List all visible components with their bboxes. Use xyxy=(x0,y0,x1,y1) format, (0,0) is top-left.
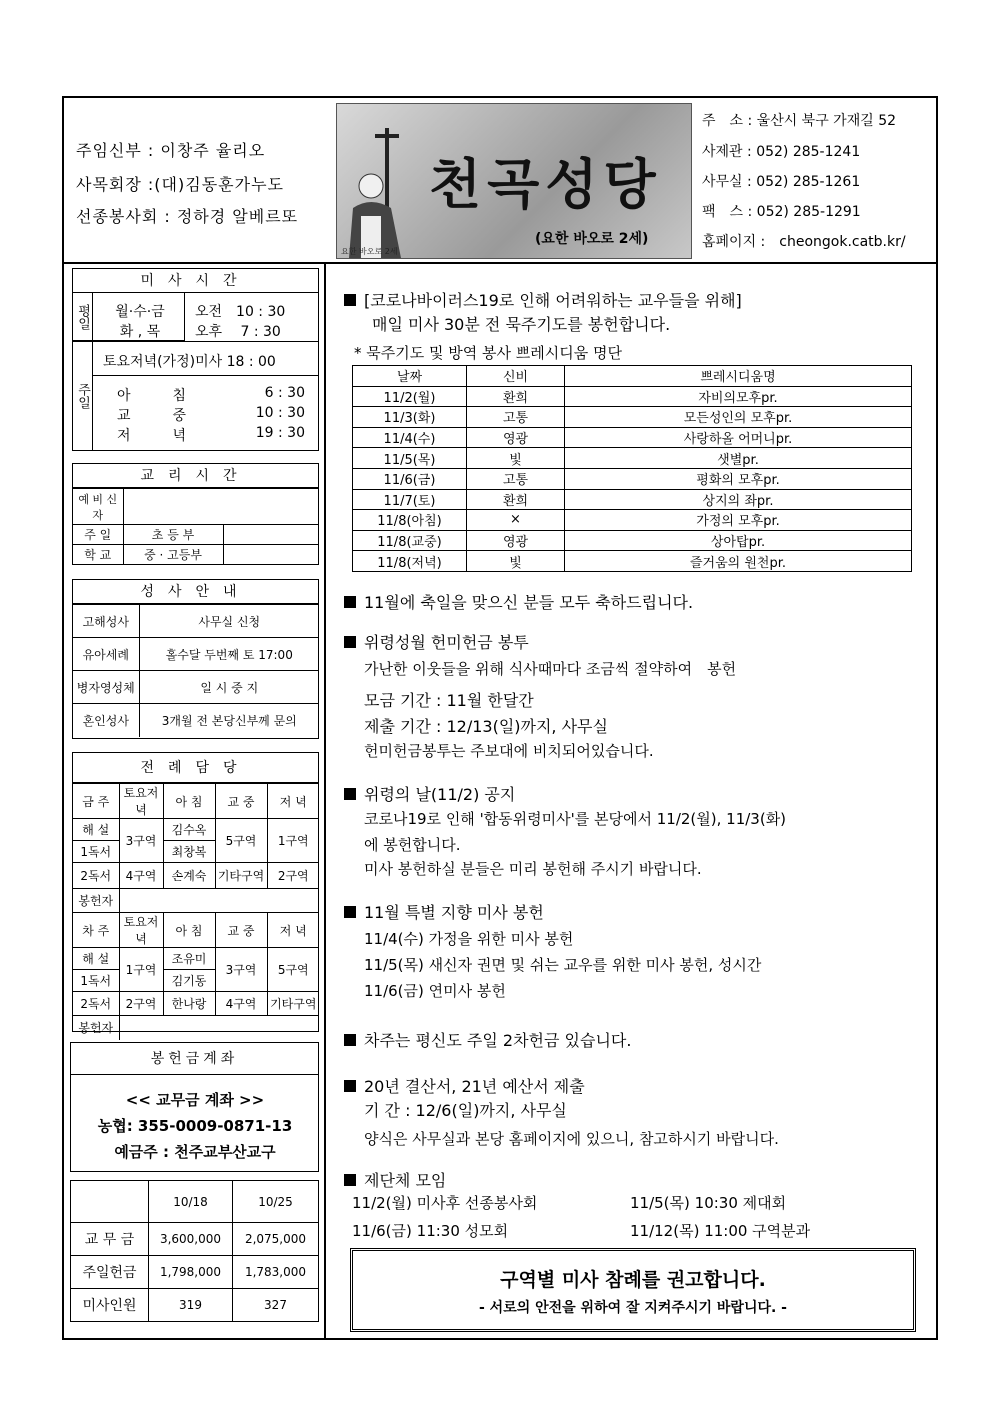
weekday-label: 평일 xyxy=(73,293,93,341)
staff-funeral: 선종봉사회 : 정하경 알베르또 xyxy=(76,207,299,226)
sacrament-table: 고해성사 사무실 신청 유아세례 홀수달 두번째 토 17:00 병자영성체 일 시 중 지 혼인성사 3개월 전 본당신부께 문의 xyxy=(73,604,319,737)
notice-allsouls-line3: 미사 봉헌하실 분들은 미리 봉헌해 주시기 바랍니다. xyxy=(364,860,702,878)
notice-feastday: 11월에 축일을 맞으신 분들 모두 축하드립니다. xyxy=(344,590,693,613)
mass-attendance-box xyxy=(350,1248,916,1332)
mass-times-title: 미사시간 xyxy=(73,269,318,293)
notice-groups-b: 11/5(목) 10:30 제대회 xyxy=(630,1194,787,1212)
offering-account-holder: 예금주 : 천주교부산교구 xyxy=(114,1143,276,1161)
notice-allsouls-line2: 에 봉헌합니다. xyxy=(364,836,461,854)
weekday-days-2: 화 , 목 xyxy=(119,324,161,340)
table-row: 11/2(월) 환희 자비의모후pr. xyxy=(353,386,912,407)
liturgy-box xyxy=(72,752,319,1036)
attendance-headline: 구역별 미사 참례를 권고합니다. xyxy=(500,1269,766,1291)
church-banner xyxy=(336,103,692,259)
catechism-table: 예 비 신 자 주 일 초 등 부 학 교 중 · 고등부 xyxy=(73,488,319,565)
notice-covid-heading: [코로나바이러스19로 인해 어려워하는 교우들을 위해] xyxy=(344,288,742,311)
mass-times-box xyxy=(72,268,319,451)
notice-offering-line2: 모금 기간 : 11월 한달간 xyxy=(364,691,534,710)
notice-groups-c: 11/6(금) 11:30 성모회 xyxy=(352,1222,509,1240)
table-row: 11/5(목) 빛 샛별pr. xyxy=(353,448,912,469)
cat-cell: 예 비 신 자 xyxy=(73,489,123,525)
notice-groups-heading: 제단체 모임 xyxy=(344,1168,446,1191)
catechism-box xyxy=(72,463,319,565)
weekday-time-2: 오후 7 : 30 xyxy=(195,324,281,340)
sunday-name-3: 저 녁 xyxy=(117,428,187,444)
notice-special-line2: 11/5(목) 새신자 권면 및 쉬는 교우를 위한 미사 봉헌, 성시간 xyxy=(364,956,762,974)
weekday-time-1: 오전 10 : 30 xyxy=(195,304,286,320)
notice-budget-line2: 양식은 사무실과 본당 홈페이지에 있으니, 참고하시기 바랍니다. xyxy=(364,1130,779,1148)
table-row: 11/6(금) 고통 평화의 모후pr. xyxy=(353,468,912,489)
notice-laity-sunday: 차주는 평신도 주일 2차헌금 있습니다. xyxy=(344,1028,631,1051)
liturgy-title: 전례담당 xyxy=(73,753,318,783)
sunday-time-3: 19 : 30 xyxy=(255,425,305,441)
offering-box xyxy=(70,1042,319,1172)
church-name: 천곡성당 xyxy=(429,152,662,216)
notice-budget-line1: 기 간 : 12/6(일)까지, 사무실 xyxy=(364,1101,567,1120)
sacrament-title: 성사안내 xyxy=(73,580,318,604)
notice-allsouls-line1: 코로나19로 인해 '합동위령미사'를 본당에서 11/2(월), 11/3(화) xyxy=(364,810,787,828)
notice-groups-a: 11/2(월) 미사후 선종봉사회 xyxy=(352,1194,538,1212)
rosary-schedule-table: 날짜 신비 쁘레시디움명 11/2(월) 환희 자비의모후pr. 11/3(화) 고통 모든성인의 모후pr. 11/4(수) 영광 사랑하올 어머니pr. 11/5(목) 빛 샛별pr. 11/6(금) 고통 평화의 모후pr. 11/7(토) 환희 상지의 좌pr. 11/8(아침) × 가정의 모후pr. 11/8(교중) 영광 상아탑pr. 11/8(저녁) 빛 즐거움의 원천pr. xyxy=(352,365,912,572)
sunday-name-2: 교 중 xyxy=(117,408,187,424)
banner-caption: 요한 바오로 2세 xyxy=(341,247,398,256)
info-rectory: 사제관 : 052) 285-1241 xyxy=(702,144,861,160)
notice-offering-line3: 제출 기간 : 12/13(일)까지, 사무실 xyxy=(364,717,608,736)
column-divider xyxy=(324,262,326,1340)
offering-account-number: 농협: 355-0009-0871-13 xyxy=(97,1117,293,1135)
liturgy-this-week: 금 주 토요저녁 아 침 교 중 저 녁 해 설 3구역 김수옥 5구역 1구역 1독서 최창복 2독서 4구역 손계숙 기타구역 2구역 봉헌자 차 주 토요저녁 아 침 교 중 저 녁 해 설 1구역 조유미 3구역 5구역 1독서 김기동 2독서 2구역 한나랑 4구역 기타구역 봉헌자 xyxy=(73,783,319,1040)
notice-special-heading: 11월 특별 지향 미사 봉헌 xyxy=(344,900,544,923)
notice-special-line3: 11/6(금) 연미사 봉헌 xyxy=(364,982,506,1000)
weekday-days-1: 월·수·금 xyxy=(115,304,165,320)
table-row: 11/8(아침) × 가정의 모후pr. xyxy=(353,510,912,531)
notice-offering-heading: 위령성월 헌미헌금 봉투 xyxy=(344,630,529,653)
table-row: 11/3(화) 고통 모든성인의 모후pr. xyxy=(353,407,912,428)
attendance-subline: - 서로의 안전을 위하여 잘 지켜주시기 바랍니다. - xyxy=(478,1300,787,1316)
staff-council: 사목회장 :(대)김동훈가누도 xyxy=(76,175,284,194)
table-row: 11/7(토) 환희 상지의 좌pr. xyxy=(353,489,912,510)
info-fax: 팩 스 : 052) 285-1291 xyxy=(702,204,861,220)
notice-special-line1: 11/4(수) 가정을 위한 미사 봉헌 xyxy=(364,930,574,948)
info-address: 주 소 : 울산시 북구 가재길 52 xyxy=(702,113,897,129)
notice-budget-heading: 20년 결산서, 21년 예산서 제출 xyxy=(344,1074,585,1097)
notice-groups-d: 11/12(목) 11:00 구역분과 xyxy=(630,1222,811,1240)
notice-offering-line4: 헌미헌금봉투는 주보대에 비치되어있습니다. xyxy=(364,742,654,760)
pope-figure-icon xyxy=(341,108,421,258)
offering-title: 봉헌금계좌 xyxy=(71,1043,318,1075)
church-patron: (요한 바오로 2세) xyxy=(535,231,649,247)
table-row: 11/8(교중) 영광 상아탑pr. xyxy=(353,530,912,551)
notice-allsouls-heading: 위령의 날(11/2) 공지 xyxy=(344,782,515,805)
table-row: 11/8(저녁) 빛 즐거움의 원천pr. xyxy=(353,551,912,572)
staff-pastor: 주임신부 : 이창주 율리오 xyxy=(76,141,266,160)
sunday-time-2: 10 : 30 xyxy=(255,405,305,421)
finance-table: 10/18 10/25 교 무 금 3,600,000 2,075,000 주일헌금 1,798,000 1,783,000 미사인원 319 327 xyxy=(70,1180,319,1322)
table-row: 11/4(수) 영광 사랑하올 어머니pr. xyxy=(353,427,912,448)
header-divider xyxy=(62,262,938,264)
offering-account-heading: << 교무금 계좌 >> xyxy=(125,1091,265,1109)
info-homepage: 홈페이지 : cheongok.catb.kr/ xyxy=(702,234,906,250)
sunday-label: 주일 xyxy=(73,341,93,451)
info-office: 사무실 : 052) 285-1261 xyxy=(702,174,861,190)
sacrament-box xyxy=(72,579,319,739)
sunday-name-1: 아 침 xyxy=(117,388,187,404)
catechism-title: 교리시간 xyxy=(73,464,318,488)
notice-rosary-title: * 묵주기도 및 방역 봉사 쁘레시디움 명단 xyxy=(354,344,622,362)
notice-offering-line1: 가난한 이웃들을 위해 식사때마다 조금씩 절약하여 봉헌 xyxy=(364,660,737,678)
notice-covid-line: 매일 미사 30분 전 묵주기도를 봉헌합니다. xyxy=(372,315,671,334)
sunday-time-1: 6 : 30 xyxy=(264,385,305,401)
saturday-mass: 토요저녁(가정)미사 18 : 00 xyxy=(103,354,276,370)
